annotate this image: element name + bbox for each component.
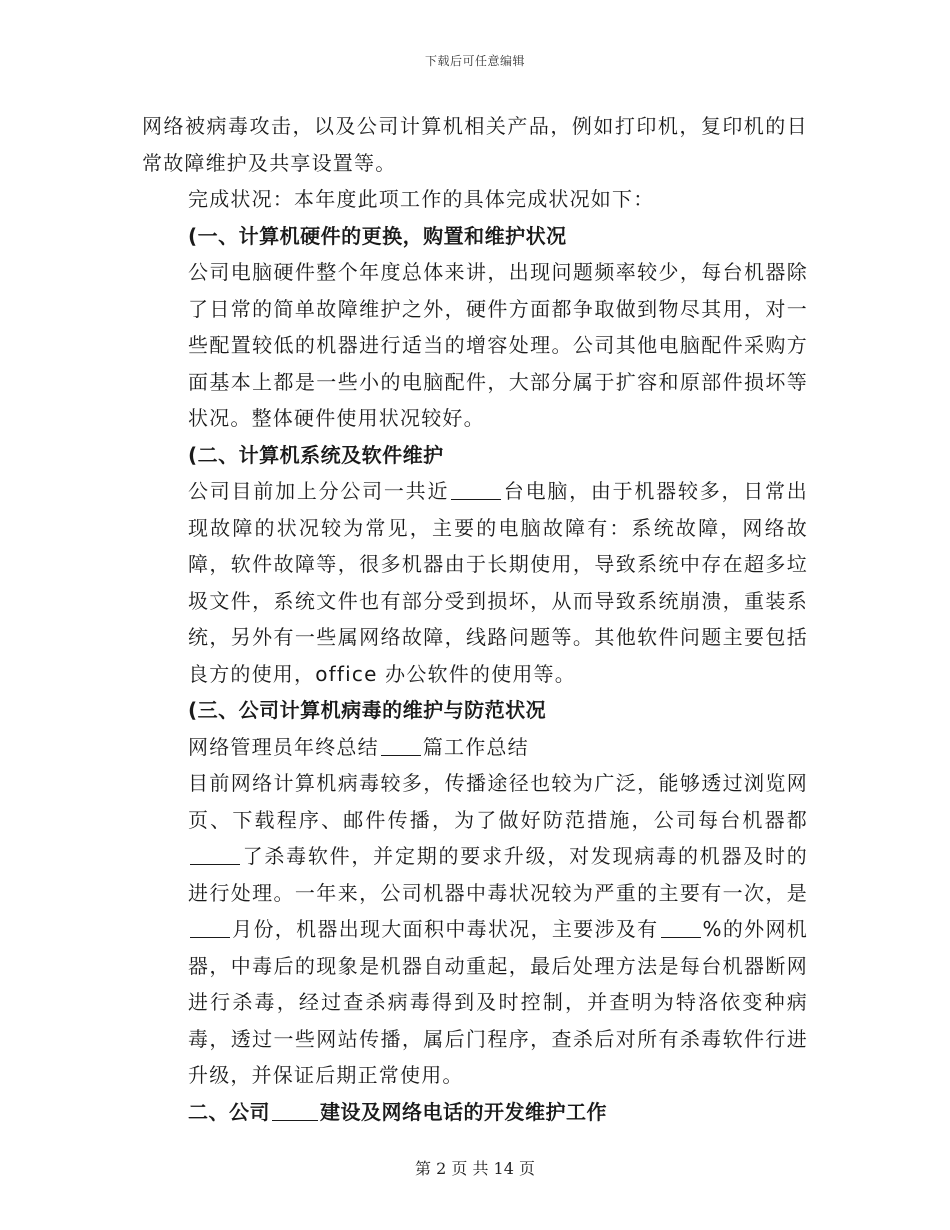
text-segment: 公司目前加上分公司一共近 <box>188 479 450 503</box>
text-segment: %的外网机器，中毒后的现象是机器自动重起，最后处理方法是每台机器断网进行杀毒，经过查杀病毒得到及时控制，并查明为特洛依变种病毒，透过一些网站传播，属后门程序，查杀后对所有杀毒软件行进升级，并保证后期正常使用。 <box>188 917 808 1087</box>
paragraph-software <box>142 473 808 692</box>
section-heading-software: (二、计算机系统及软件维护 <box>188 442 444 467</box>
fill-blank <box>190 842 240 865</box>
fill-blank <box>272 1098 318 1121</box>
text-segment: 台电脑，由于机器较多，日常出现故障的状况较为常见，主要的电脑故障有：系统故障，网络故障，软件故障等，很多机器由于长期使用，导致系统中存在超多垃圾文件，系统文件也有部分受到损坏，从而导致系统崩溃，重装系统，另外有一些属网络故障，线路问题等。其他软件问题主要包括良方的使用，office 办公软件的使用等。 <box>188 479 808 686</box>
section-heading-virus: (三、公司计算机病毒的维护与防范状况 <box>188 698 547 722</box>
paragraph-hardware: 公司电脑硬件整个年度总体来讲，出现问题频率较少，每台机器除了日常的简单故障维护之外，硬件方面都争取做到物尽其用，对一些配置较低的机器进行适当的增容处理。公司其他电脑配件采购方面基本上都是一些小的电脑配件，大部分属于扩容和原部件损坏等状况。整体硬件使用状况较好。 <box>188 260 808 430</box>
page-footer: 第 2 页 共 14 页 <box>415 1159 535 1178</box>
page-header: 下载后可任意编辑 <box>424 54 525 68</box>
text-segment: 月份，机器出现大面积中毒状况，主要涉及有 <box>232 917 659 941</box>
paragraph-completion-status: 完成状况：本年度此项工作的具体完成状况如下： <box>188 187 655 211</box>
paragraph-summary-title <box>142 729 808 766</box>
fill-blank <box>451 477 501 500</box>
text-segment: 建设及网络电话的开发维护工作 <box>320 1099 607 1124</box>
paragraph-continuation: 网络被病毒攻击，以及公司计算机相关产品，例如打印机，复印机的日常故障维护及共享设置等。 <box>142 114 808 175</box>
text-segment: 篇工作总结 <box>422 734 529 759</box>
text-segment: 网络管理员年终总结 <box>188 734 379 759</box>
text-segment: 了杀毒软件，并定期的要求升级，对发现病毒的机器及时的进行处理。一年来，公司机器中毒状况较为严重的主要有一次，是 <box>188 844 808 905</box>
fill-blank <box>661 915 701 938</box>
fill-blank <box>381 733 421 756</box>
section-heading-network-phone <box>142 1094 808 1131</box>
section-heading-hardware: (一、计算机硬件的更换，购置和维护状况 <box>188 223 567 248</box>
document-body <box>142 108 808 1130</box>
text-segment: 二、公司 <box>188 1099 270 1124</box>
text-segment: 目前网络计算机病毒较多，传播途径也较为广泛，能够透过浏览网页、下载程序、邮件传播，为了做好防范措施，公司每台机器都 <box>188 771 808 832</box>
fill-blank <box>190 915 230 938</box>
paragraph-virus <box>142 765 808 1094</box>
